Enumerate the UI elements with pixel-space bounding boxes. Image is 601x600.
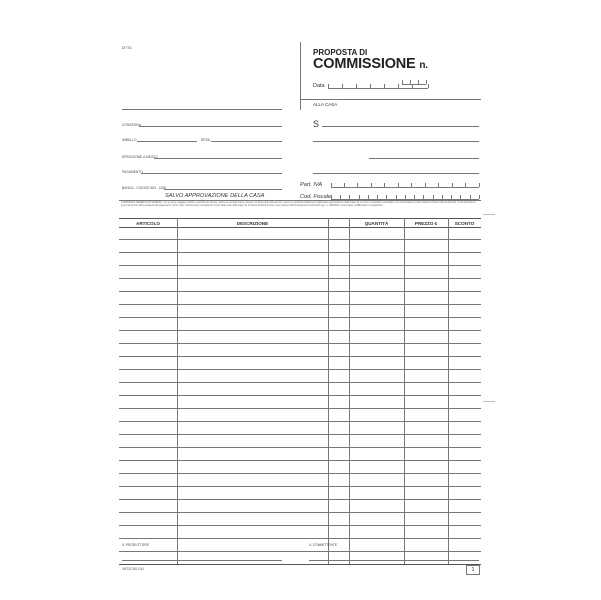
banca-field[interactable] <box>164 189 282 190</box>
title-commissione-text: COMMISSIONE <box>313 56 416 72</box>
salvo-approvazione: SALVO APPROVAZIONE DELLA CASA <box>165 193 265 199</box>
title-proposta: PROPOSTA DI <box>313 48 368 57</box>
consegna-field[interactable] <box>139 126 282 127</box>
col-prezzo: PREZZO € <box>414 220 438 226</box>
table-row[interactable] <box>119 421 481 422</box>
col-sconto: SCONTO <box>454 220 475 226</box>
table-row[interactable] <box>119 408 481 409</box>
committente-signature-line[interactable] <box>309 560 479 561</box>
title-commissione <box>313 56 428 72</box>
col-divider-1 <box>177 218 178 564</box>
col-divider-5 <box>448 218 449 564</box>
table-row[interactable] <box>119 473 481 474</box>
imballo-label: IMBALLO <box>122 138 137 142</box>
imballo-field[interactable] <box>137 141 197 142</box>
s-label: S <box>313 119 320 129</box>
table-row[interactable] <box>119 447 481 448</box>
pagamento-field[interactable] <box>141 173 282 174</box>
table-row[interactable] <box>119 395 481 396</box>
table-row[interactable] <box>119 460 481 461</box>
table-row[interactable] <box>119 304 481 305</box>
ditta-label: DITTA <box>122 46 132 50</box>
header-separator <box>300 99 481 100</box>
piva-field[interactable] <box>331 179 479 188</box>
resa-label: RESA <box>201 138 211 142</box>
table-row[interactable] <box>119 239 481 240</box>
consegna-label: CONSEGNA <box>122 123 142 127</box>
col-divider-3 <box>349 218 350 564</box>
col-descrizione: DESCRIZIONE <box>236 220 269 226</box>
table-row[interactable] <box>119 369 481 370</box>
table-row[interactable] <box>119 356 481 357</box>
table-row[interactable] <box>119 551 481 552</box>
codfisc-label: Cod. Fiscale <box>300 194 332 200</box>
piva-label: Part. IVA <box>300 182 323 188</box>
table-row[interactable] <box>119 343 481 344</box>
table-row[interactable] <box>119 538 481 539</box>
form-code: 1672C00 DU <box>122 567 144 571</box>
data-label: Data <box>313 83 325 89</box>
col-divider-2 <box>328 218 329 564</box>
resa-field[interactable] <box>211 141 282 142</box>
customer-address-field[interactable] <box>313 141 479 142</box>
table-row[interactable] <box>119 525 481 526</box>
codfisc-field[interactable] <box>331 191 479 200</box>
table-bottom-rule <box>119 564 481 565</box>
page-number: 1 <box>466 565 480 575</box>
general-conditions: CONDIZIONI GENERALI DI VENDITA - 1) La merce viaggia a rischio e pericolo del Cliente, anche se venduta franco destino. 2) Sono patti espressi che i prezzi e condizioni fissati sono validi salvo approvazione della Casa. 3) Le merci si intendono accettate e non si accettano reclami trascorsi 8 giorni dal ricevimento. 4) Gli interessi di mora decorrono dalla scadenza del pagamento. 5) Per ogni controversia è competente il Foro della sede della Casa. 6) Il Cliente dichiara di aver preso visione dell'informativa ai sensi del D.Lgs. n. 196/2003 e successive modificazioni e integrazioni. <box>121 201 476 208</box>
table-row[interactable] <box>119 265 481 266</box>
committente-label: IL COMMITTENTE <box>309 543 338 547</box>
pagamento-label: PAGAMENTO <box>122 170 143 174</box>
table-row[interactable] <box>119 252 481 253</box>
table-row[interactable] <box>119 512 481 513</box>
table-row[interactable] <box>119 434 481 435</box>
customer-city-field[interactable] <box>369 158 479 159</box>
items-table <box>119 218 481 564</box>
date-field[interactable] <box>328 80 428 89</box>
table-header <box>119 218 481 228</box>
table-row[interactable] <box>119 499 481 500</box>
table-row[interactable] <box>119 291 481 292</box>
title-n-suffix: n. <box>419 60 428 71</box>
table-row[interactable] <box>119 330 481 331</box>
produttore-signature-line[interactable] <box>122 560 282 561</box>
spedizione-label: SPEDIZIONE A MEZZO <box>122 155 158 159</box>
table-row[interactable] <box>119 317 481 318</box>
col-articolo: ARTICOLO <box>136 220 160 226</box>
customer-extra-field[interactable] <box>313 173 479 174</box>
produttore-label: IL PRODUTTORE <box>122 543 149 547</box>
col-divider-4 <box>404 218 405 564</box>
table-row[interactable] <box>119 486 481 487</box>
customer-name-field[interactable] <box>322 126 479 127</box>
commission-form-sheet <box>119 40 481 580</box>
alla-casa-label: ALLA CASA <box>313 102 338 107</box>
perforation-mark-bottom <box>483 401 495 402</box>
table-row[interactable] <box>119 278 481 279</box>
ditta-underline <box>122 109 282 110</box>
table-row[interactable] <box>119 382 481 383</box>
banca-label: BANCA - CODICE ABI - CAB <box>122 186 166 190</box>
perforation-mark-top <box>483 214 495 215</box>
spedizione-field[interactable] <box>154 158 282 159</box>
col-quantita: QUANTITÀ <box>364 220 389 226</box>
